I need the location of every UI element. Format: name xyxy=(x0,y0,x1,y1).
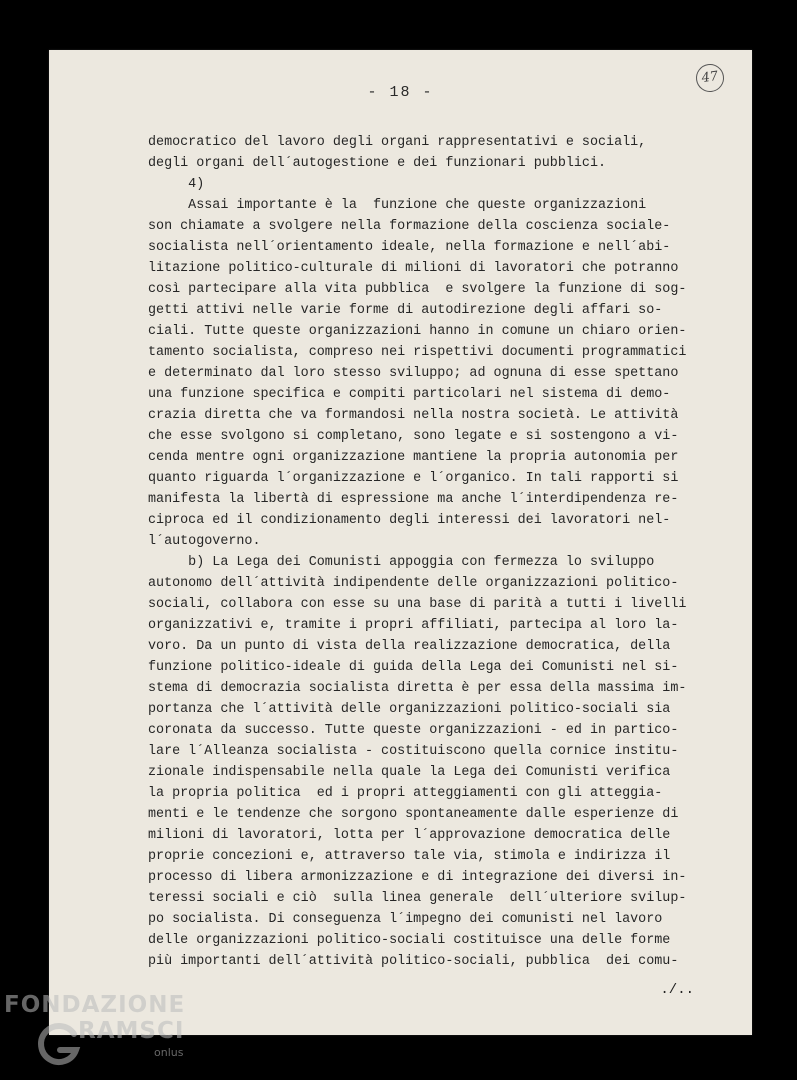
document-page xyxy=(49,50,752,1035)
text-line: milioni di lavoratori, lotta per l´approvazione democratica delle xyxy=(148,828,671,843)
text-line: ciali. Tutte queste organizzazioni hanno in comune un chiaro orien- xyxy=(148,324,687,339)
text-line: getti attivi nelle varie forme di autodirezione degli affari so- xyxy=(148,303,663,318)
text-line: voro. Da un punto di vista della realizzazione democratica, della xyxy=(148,639,671,654)
watermark-suffix: onlus xyxy=(154,1046,184,1059)
text-line: coronata da successo. Tutte queste organizzazioni - ed in partico- xyxy=(148,723,679,738)
text-line: proprie concezioni e, attraverso tale via, stimola e indirizza il xyxy=(148,849,671,864)
text-line: processo di libera armonizzazione e di integrazione dei diversi in- xyxy=(148,870,687,885)
text-line: democratico del lavoro degli organi rappresentativi e sociali, xyxy=(148,135,647,150)
text-line: crazia diretta che va formandosi nella nostra società. Le attività xyxy=(148,408,679,423)
page-number: - 18 - xyxy=(367,84,434,101)
text-line: po socialista. Di conseguenza l´impegno dei comunisti nel lavoro xyxy=(148,912,663,927)
text-line: sociali, collabora con esse su una base di parità a tutti i livelli xyxy=(148,597,687,612)
text-line: organizzativi e, tramite i propri affiliati, partecipa al loro la- xyxy=(148,618,679,633)
continuation-mark: ./.. xyxy=(660,982,694,998)
text-line: b) La Lega dei Comunisti appoggia con fermezza lo sviluppo xyxy=(148,555,655,570)
text-line: tamento socialista, compreso nei rispettivi documenti programmatici xyxy=(148,345,687,360)
text-line: che esse svolgono si completano, sono legate e si sostengono a vi- xyxy=(148,429,679,444)
text-line: delle organizzazioni politico-sociali costituisce una delle forme xyxy=(148,933,671,948)
text-line: più importanti dell´attività politico-sociali, pubblica dei comu- xyxy=(148,954,679,969)
text-line: portanza che l´attività delle organizzazioni politico-sociali sia xyxy=(148,702,671,717)
text-line: manifesta la libertà di espressione ma anche l´interdipendenza re- xyxy=(148,492,679,507)
folio-number-stamp: 47 xyxy=(694,62,726,94)
text-line: menti e le tendenze che sorgono spontaneamente dalle esperienze di xyxy=(148,807,679,822)
text-line: così partecipare alla vita pubblica e svolgere la funzione di sog- xyxy=(148,282,687,297)
watermark-line-1: FONDAZIONE xyxy=(4,992,186,1018)
text-line: quanto riguarda l´organizzazione e l´organico. In tali rapporti si xyxy=(148,471,679,486)
text-line: teressi sociali e ciò sulla linea generale dell´ulteriore svilup- xyxy=(148,891,687,906)
text-line: la propria politica ed i propri atteggiamenti con gli atteggia- xyxy=(148,786,663,801)
text-line: funzione politico-ideale di guida della Lega dei Comunisti nel si- xyxy=(148,660,679,675)
text-line: 4) xyxy=(148,177,205,192)
watermark-line-2: RAMSCI xyxy=(78,1018,185,1044)
text-line: stema di democrazia socialista diretta è per essa della massima im- xyxy=(148,681,687,696)
foundation-watermark xyxy=(4,992,204,1072)
text-line: ciproca ed il condizionamento degli interessi dei lavoratori nel- xyxy=(148,513,671,528)
text-line: una funzione specifica e compiti particolari nel sistema di demo- xyxy=(148,387,671,402)
text-line: lare l´Alleanza socialista - costituiscono quella cornice institu- xyxy=(148,744,679,759)
text-line: e determinato dal loro stesso sviluppo; ad ognuna di esse spettano xyxy=(148,366,679,381)
text-line: socialista nell´orientamento ideale, nella formazione e nell´abi- xyxy=(148,240,671,255)
text-line: zionale indispensabile nella quale la Lega dei Comunisti verifica xyxy=(148,765,671,780)
text-line: litazione politico-culturale di milioni di lavoratori che potranno xyxy=(148,261,679,276)
text-line: Assai importante è la funzione che queste organizzazioni xyxy=(148,198,647,213)
text-line: autonomo dell´attività indipendente delle organizzazioni politico- xyxy=(148,576,679,591)
watermark-g-logo-icon xyxy=(34,1020,82,1068)
text-line: son chiamate a svolgere nella formazione della coscienza sociale- xyxy=(148,219,671,234)
body-text xyxy=(148,132,748,972)
text-line: cenda mentre ogni organizzazione mantiene la propria autonomia per xyxy=(148,450,679,465)
text-line: degli organi dell´autogestione e dei funzionari pubblici. xyxy=(148,156,607,171)
text-line: l´autogoverno. xyxy=(148,534,261,549)
